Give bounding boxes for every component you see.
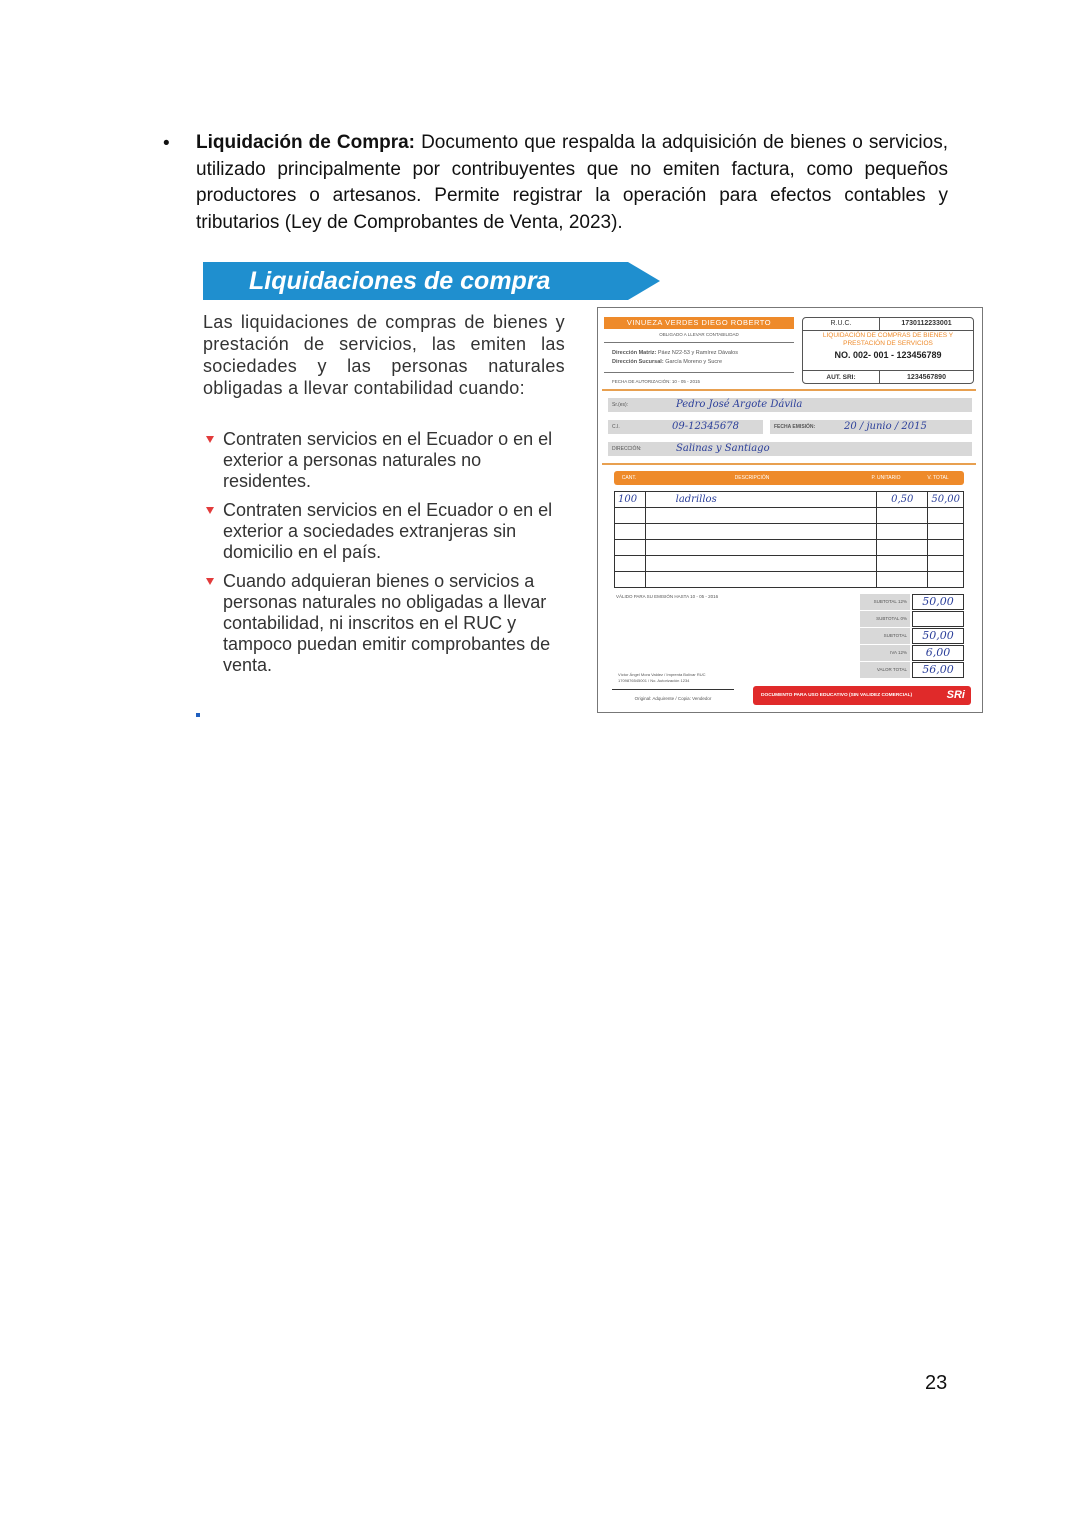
empty-bullet-mark: [196, 713, 200, 717]
cell: 100: [615, 492, 646, 508]
aut-value: 1234567890: [880, 370, 973, 384]
figure-list: [203, 429, 565, 684]
term: Liquidación de Compra:: [196, 132, 416, 153]
dir-matriz: Páez N22-53 y Ramírez Dávalos: [657, 350, 738, 356]
total-row: [860, 628, 964, 644]
cell: 50,00: [928, 492, 964, 508]
figure-banner: Liquidaciones de compra: [203, 262, 628, 300]
ci-value: 09-12345678: [672, 421, 740, 432]
issuer: VINUEZA VERDES DIEGO ROBERTO: [604, 317, 794, 329]
ruc-value: 1730112233001: [880, 318, 973, 331]
fecha-autorizacion: FECHA DE AUTORIZACIÓN: 10 - 05 - 2015: [612, 379, 700, 384]
doc-number: NO. 002- 001 - 123456789: [834, 350, 942, 360]
table-header: [614, 471, 964, 485]
dir-matriz-label: Dirección Matriz:: [612, 350, 657, 356]
sri-logo: SRi: [946, 689, 965, 701]
col-pu: P. UNITARIO: [871, 475, 901, 481]
col-desc: DESCRIPCIÓN: [734, 475, 770, 481]
total-label: SUBTOTAL: [860, 628, 910, 644]
total-label: VALOR TOTAL: [860, 662, 910, 678]
obligado: OBLIGADO A LLEVAR CONTABILIDAD: [659, 332, 739, 337]
footer-text: DOCUMENTO PARA USO EDUCATIVO (SIN VALIDEZ COMERCIAL): [761, 693, 913, 698]
table-row: [615, 492, 964, 508]
sr-label: Sr.(es):: [612, 402, 629, 408]
total-label: SUBTOTAL 12%: [860, 594, 910, 610]
cell: ladrillos: [645, 492, 876, 508]
total-label: SUBTOTAL 0%: [860, 611, 910, 627]
col-cant: CANT.: [621, 475, 637, 481]
footer-banner: [753, 686, 971, 705]
dir-sucursal-label: Dirección Sucursal:: [612, 359, 664, 365]
total-value: 56,00: [912, 662, 964, 678]
cell: 0,50: [877, 492, 928, 508]
total-value: [912, 611, 964, 627]
total-value: 50,00: [912, 628, 964, 644]
ruc-label: R.U.C.: [803, 318, 880, 331]
aut-label: AUT. SRI:: [803, 370, 880, 384]
doc-title: LIQUIDACIÓN DE COMPRAS DE BIENES Y PRESTACIÓN DE SERVICIOS: [822, 332, 954, 347]
fecha-value: 20 / junio / 2015: [844, 421, 927, 432]
total-value: 50,00: [912, 594, 964, 610]
printer: Víctor Ángel Mora Valdez / Imprenta Bolívar RUC 1709876545001 / No. Autorización 1234: [618, 672, 706, 683]
line-items: [614, 491, 964, 588]
total-label: IVA 12%: [860, 645, 910, 661]
ruc-box: [802, 317, 974, 384]
bullet-icon: •: [163, 133, 170, 154]
list-item: Cuando adquieran bienes o servicios a personas naturales no obligadas a llevar contabilidad, ni inscritos en el RUC y tampoco puedan emitir comprobantes de venta.: [203, 571, 565, 676]
figure-intro: Las liquidaciones de compras de bienes y prestación de servicios, las emiten las sociedades y las personas naturales obligadas a llevar contabilidad cuando:: [203, 312, 565, 398]
dir-sucursal: García Moreno y Sucre: [665, 359, 723, 365]
valido: VÁLIDO PARA SU EMISIÓN HASTA 10 - 05 - 2016: [616, 594, 719, 599]
list-item: Contraten servicios en el Ecuador o en el exterior a personas naturales no residentes.: [203, 429, 565, 492]
col-total: V. TOTAL: [927, 475, 949, 481]
total-row: [860, 594, 964, 610]
sr-value: Pedro José Argote Dávila: [676, 399, 803, 410]
copies: Original: Adquirente / Copia: Vendedor: [634, 696, 712, 701]
fecha-label: FECHA EMISIÓN:: [774, 424, 816, 430]
invoice-image: [597, 307, 983, 713]
dir-label: DIRECCIÓN:: [612, 446, 642, 452]
total-row: [860, 645, 964, 661]
dir-value: Salinas y Santiago: [676, 443, 770, 454]
list-item: Contraten servicios en el Ecuador o en el exterior a sociedades extranjeras sin domicilio en el país.: [203, 500, 565, 563]
ci-label: C.I.: [612, 424, 620, 430]
page-number: 23: [925, 1372, 948, 1394]
total-row: [860, 611, 964, 627]
total-value: 6,00: [912, 645, 964, 661]
bullet-paragraph: [196, 130, 948, 236]
total-row: [860, 662, 964, 678]
definition: Documento que respalda la adquisición de bienes o servicios, utilizado principalmente por contribuyentes que no emiten factura, como pequeños productores o artesanos. Permite registrar la operación para efectos contables y tributarios (Ley de Comprobantes de Venta, 2023).: [196, 132, 949, 233]
